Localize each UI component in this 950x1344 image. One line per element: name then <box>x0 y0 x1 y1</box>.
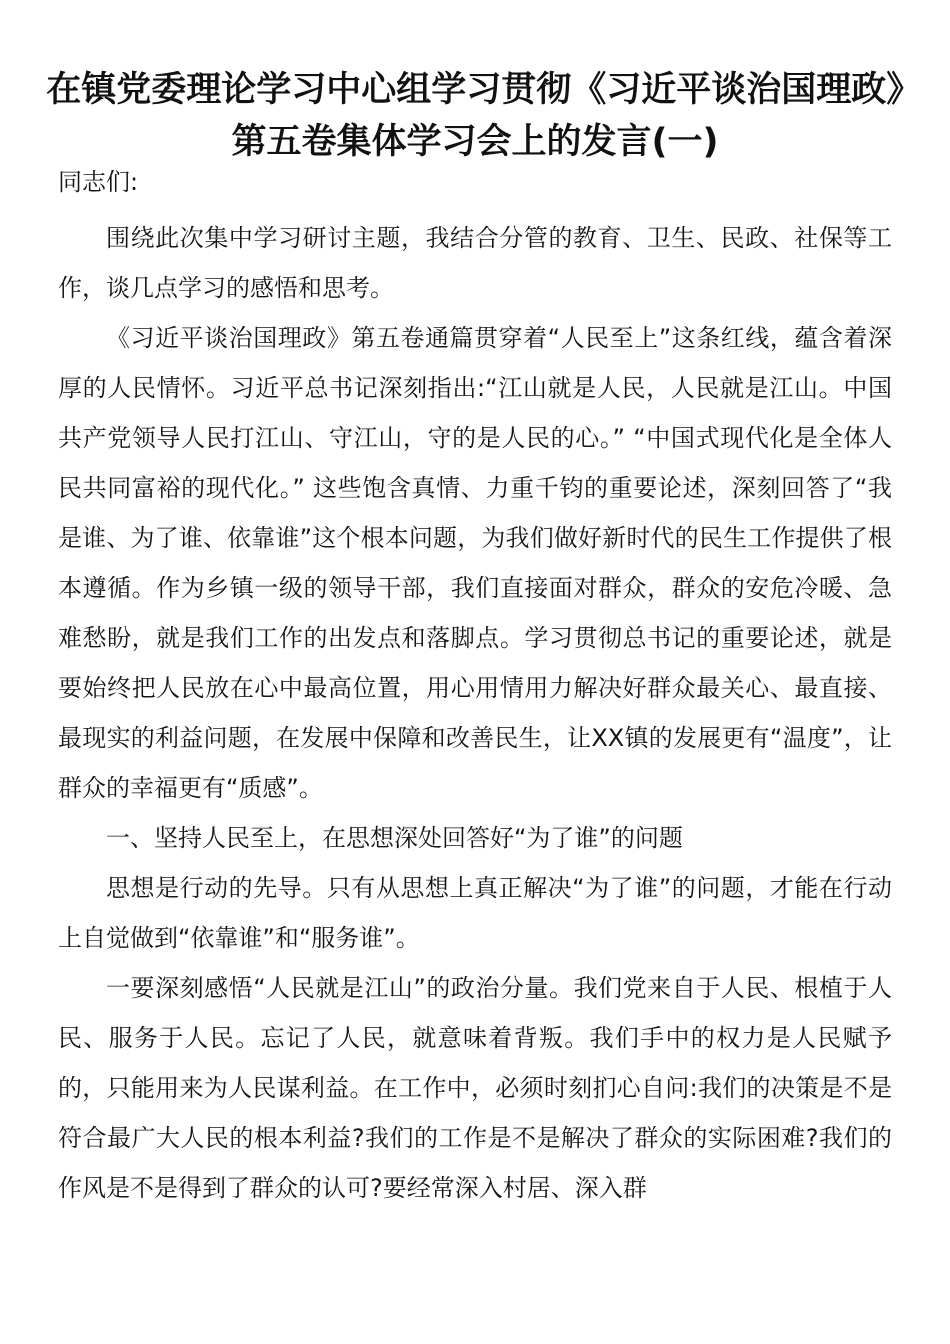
paragraph-point-1: 一要深刻感悟“人民就是江山”的政治分量。我们党来自于人民、根植于人民、服务于人民。忘记了人民，就意味着背叛。我们手中的权力是人民赋予的，只能用来为人民谋利益。在工作中，必须时刻扪心自问:我们的决策是不是符合最广大人民的根本利益?我们的工作是不是解决了群众的实际困难?我们的作风是不是得到了群众的认可?要经常深入村居、深入群 <box>58 974 892 1202</box>
greeting: 同志们: <box>58 168 139 196</box>
paragraph-intro: 围绕此次集中学习研讨主题，我结合分管的教育、卫生、民政、社保等工作，谈几点学习的感悟和思考。 <box>58 224 892 302</box>
paragraph-people-first: 《习近平谈治国理政》第五卷通篇贯穿着“人民至上”这条红线，蕴含着深厚的人民情怀。习近平总书记深刻指出:“江山就是人民，人民就是江山。中国共产党领导人民打江山、守江山，守的是人民的心。” “中国式现代化是全体人民共同富裕的现代化。” 这些饱含真情、力重千钧的重要论述，深刻回答了“我是谁、为了谁、依靠谁”这个根本问题，为我们做好新时代的民生工作提供了根本遵循。作为乡镇一级的领导干部，我们直接面对群众，群众的安危冷暖、急难愁盼，就是我们工作的出发点和落脚点。学习贯彻总书记的重要论述，就是要始终把人民放在心中最高位置，用心用情用力解决好群众最关心、最直接、最现实的利益问题，在发展中保障和改善民生，让XX镇的发展更有“温度”，让群众的幸福更有“质感”。 <box>58 324 892 802</box>
paragraph-thought-guide: 思想是行动的先导。只有从思想上真正解决“为了谁”的问题，才能在行动上自觉做到“依靠谁”和“服务谁”。 <box>58 874 892 952</box>
document-title: 在镇党委理论学习中心组学习贯彻《习近平谈治国理政》第五卷集体学习会上的发言(一) <box>46 70 904 162</box>
section-heading-1: 一、坚持人民至上，在思想深处回答好“为了谁”的问题 <box>106 824 683 852</box>
document-body <box>58 162 892 1213</box>
